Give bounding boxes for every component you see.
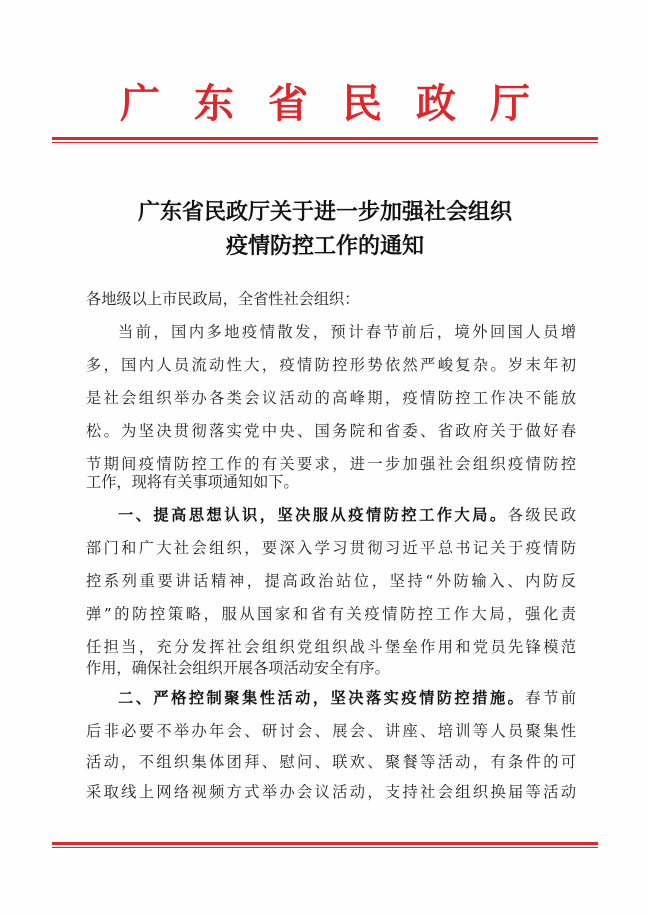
- section-2-first-line-rest: 春节前: [525, 689, 577, 707]
- section-2-line: 后非必要不举办年会、研讨会、展会、讲座、培训等人员聚集性: [86, 722, 576, 740]
- section-1-line: 控系列重要讲话精神，提高政治站位，坚持“外防输入、内防反: [86, 572, 576, 590]
- section-1-line: 作用，确保社会组织开展各项活动安全有序。: [86, 659, 390, 677]
- intro-line: 节期间疫情防控工作的有关要求，进一步加强社会组织疫情防控: [86, 455, 576, 473]
- intro-line: 多，国内人员流动性大，疫情防控形势依然严峻复杂。岁末年初: [86, 356, 576, 374]
- intro-line: 是社会组织举办各类会议活动的高峰期，疫情防控工作决不能放: [86, 389, 576, 407]
- document-title-line-1: 广东省民政厅关于进一步加强社会组织: [137, 199, 512, 225]
- footer-rule-thin: [52, 847, 598, 848]
- salutation: 各地级以上市民政局，全省性社会组织：: [86, 290, 360, 308]
- section-1-first-line-rest: 各级民政: [507, 506, 577, 524]
- section-1-heading: 一、提高思想认识，坚决服从疫情防控工作大局。: [118, 506, 508, 524]
- section-1-line: 弹”的防控策略，服从国家和省有关疫情防控工作大局，强化责: [86, 605, 576, 623]
- section-1-first-line: [118, 505, 576, 525]
- footer-rule-thick: [52, 842, 598, 845]
- intro-line: 工作，现将有关事项通知如下。: [86, 473, 299, 491]
- masthead-rule-thick: [52, 137, 598, 140]
- section-1-line: 部门和广大社会组织，要深入学习贯彻习近平总书记关于疫情防: [86, 539, 576, 557]
- document-title-line-2: 疫情防控工作的通知: [225, 233, 424, 259]
- masthead-rule-thin: [52, 142, 598, 143]
- section-2-first-line: [118, 688, 576, 708]
- masthead-org-name: 广东省民政厅: [120, 80, 564, 127]
- section-1-line: 任担当，充分发挥社会组织党组织战斗堡垒作用和党员先锋模范: [86, 638, 576, 656]
- section-2-heading: 二、严格控制聚集性活动，坚决落实疫情防控措施。: [118, 689, 526, 707]
- intro-line: 松。为坚决贯彻落实党中央、国务院和省委、省政府关于做好春: [86, 422, 576, 440]
- intro-line: 当前，国内多地疫情散发，预计春节前后，境外回国人员增: [118, 323, 576, 341]
- section-2-line: 采取线上网络视频方式举办会议活动，支持社会组织换届等活动: [86, 783, 576, 801]
- section-2-line: 活动，不组织集体团拜、慰问、联欢、聚餐等活动，有条件的可: [86, 753, 576, 771]
